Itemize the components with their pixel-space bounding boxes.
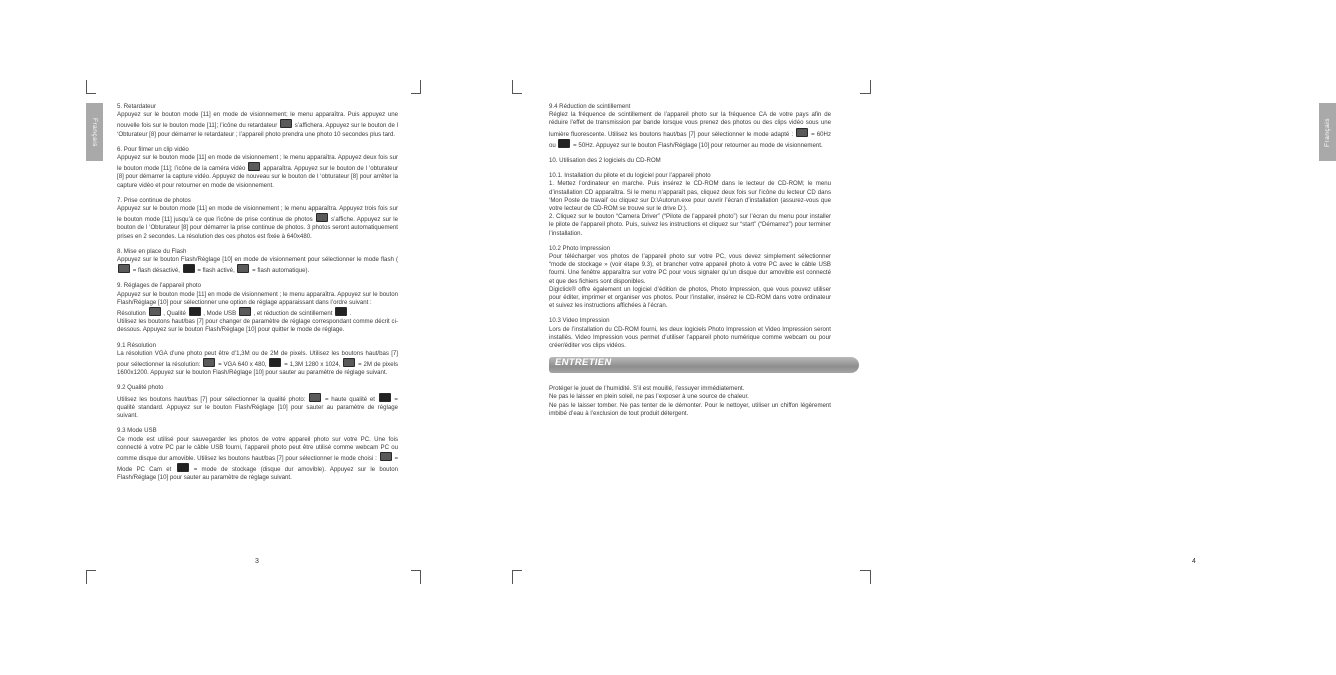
paragraph-text: Lors de l’installation du CD-ROM fourni, les deux logiciels Photo Impression et Video Impression seront installés. Video Impression vous permet d’utiliser l’appareil photo numérique comme webcam ou pour créer/éditer vos clips vidéos. xyxy=(549,325,831,350)
paragraph xyxy=(117,350,398,378)
crop-mark xyxy=(86,570,96,571)
entretien-banner xyxy=(549,357,859,373)
crop-mark xyxy=(512,570,522,571)
paragraph xyxy=(117,318,398,334)
page-number: 3 xyxy=(255,558,259,565)
inline-mode-icon xyxy=(118,264,130,273)
crop-mark xyxy=(860,570,870,571)
section-heading: 9.4 Réduction de scintillement xyxy=(549,103,631,110)
paragraph-text: = Mode PC Cam et xyxy=(117,454,398,474)
section xyxy=(117,282,398,334)
crop-mark xyxy=(512,93,522,94)
paragraph-text: s’affichera. Appuyez sur le bouton de l ‘Obturateur [8] pour démarrer le retardateur ; l’appareil photo prendra une photo 10 secondes plus tard. xyxy=(117,122,398,138)
paragraph-text: Utilisez les boutons haut/bas [7] pour sélectionner la qualité photo: xyxy=(117,395,309,403)
inline-mode-icon xyxy=(379,393,391,402)
paragraph-text: s’affiche. Appuyez sur le bouton de l ‘Obturateur [8] pour démarrer la prise continue de photos. 3 photos seront automatiquement prises en 2 secondes. La résolution des ces photos est fixée à 640x480. xyxy=(117,216,399,240)
crop-mark xyxy=(860,93,870,94)
section xyxy=(549,317,831,350)
section-heading: 10. Utilisation des 2 logiciels du CD-ROM xyxy=(549,157,661,165)
paragraph-text: = 60Hz ou xyxy=(549,130,831,149)
section xyxy=(549,245,831,311)
paragraph-text: Ce mode est utilisé pour sauvegarder les photos de votre appareil photo sur votre PC. Une fois connecté à votre PC par le câble USB fourni, l’appareil photo peut être utilisé comme webcam PC ou comme disque dur amovible. Utilisez les boutons haut/bas [7] pour sélectionner le mode choisi : xyxy=(117,435,398,462)
paragraph-text: , et réduction de scintillement xyxy=(251,310,335,318)
inline-mode-icon xyxy=(335,307,347,316)
section-heading: 10.2 Photo Impression xyxy=(549,244,610,252)
paragraph-text: Appuyez sur le bouton mode [11] en mode de visionnement; le menu apparaîtra. Puis appuyez une nouvelle fois sur le bouton mode [11]; l’icône du retardateur xyxy=(117,111,398,130)
paragraph-text: . xyxy=(348,310,352,318)
section xyxy=(117,103,398,139)
paragraph xyxy=(117,393,398,421)
paragraph xyxy=(117,291,398,307)
language-tab-label: Français xyxy=(1324,117,1331,147)
crop-mark xyxy=(870,570,871,584)
language-side-tab xyxy=(86,103,103,161)
section-heading: 6. Pour filmer un clip vidéo xyxy=(117,145,189,153)
inline-mode-icon xyxy=(248,162,260,171)
paragraph-text: Résolution xyxy=(117,310,148,318)
left-page xyxy=(0,0,477,675)
page-number: 4 xyxy=(1192,558,1196,565)
paragraph-text: Appuyez sur le bouton mode [11] en mode de visionnement ; le menu apparaîtra. Appuyez trois fois sur le bouton mode [11] jusqu’à ce que l’icône de prise continue de photos xyxy=(117,205,398,224)
section xyxy=(117,248,398,276)
inline-mode-icon xyxy=(239,307,251,316)
paragraph xyxy=(117,205,398,241)
paragraph-text: Pour télécharger vos photos de l’appareil photo sur votre PC, vous devez simplement sélectionner “mode de stockage » (voir étape 9.3), et brancher votre appareil photo à votre PC avec le câble USB fourni. Une fenêtre apparaîtra sur votre PC pour vous signaler qu’un disque dur amovible est connecté et que des fichiers sont disponibles. xyxy=(549,253,831,285)
section-heading: 5. Retardateur xyxy=(117,103,156,110)
paragraph xyxy=(549,326,831,351)
paragraph-text: Réglez la fréquence de scintillement de l’appareil photo sur la fréquence CA de votre pays afin de réduire l’effet de transmission par bande lorsque vous prenez des photos ou des clips vidéo sous une lumière fluorescente. Utilisez les boutons haut/bas [7] pour sélectionner le mode adapté : xyxy=(549,111,831,138)
paragraph-text: , Mode USB xyxy=(201,310,238,318)
section xyxy=(117,342,398,378)
crop-mark xyxy=(86,570,87,584)
paragraph-text: 1. Mettez l’ordinateur en marche. Puis insérez le CD-ROM dans le lecteur de CD-ROM; le menu d’installation CD apparaîtra. Si le menu n’apparaît pas, cliquez deux fois sur l’icône du lecteur CD dans ‘Mon Poste de travail’ ou cliquez sur D:\Autorun.exe pour ouvrir l’écran d’installation (assurez-vous que votre lecteur de CD-ROM se trouve sur le drive D:). xyxy=(549,180,831,213)
section-heading: 9. Réglages de l’appareil photo xyxy=(117,282,202,290)
inline-mode-icon xyxy=(309,393,321,402)
paragraph xyxy=(549,213,831,238)
paragraph-text: 2. Cliquez sur le bouton “Camera Driver” (“Pilote de l’appareil photo”) sur l’écran du menu pour installer le pilote de l’appareil photo. Puis, suivez les instructions et cliquez sur “start” (“Démarrez”) pour terminer l’installation. xyxy=(549,213,831,237)
paragraph-text: = 50Hz. Appuyez sur le bouton Flash/Réglage [10] pour retourner au mode de visionnement. xyxy=(571,141,823,149)
paragraph-text: = 2M de pixels 1600x1200. Appuyez sur le bouton Flash/Réglage [10] pour sauter au paramètre de réglage suivant. xyxy=(117,361,399,377)
paragraph-text: Appuyez sur le bouton Flash/Réglage [10] en mode de visionnement pour sélectionner le mode flash ( xyxy=(117,256,398,264)
section-heading: 9.2 Qualité photo xyxy=(117,384,164,392)
entretien-paragraph: Protéger le jouet de l’humidité. S’il est mouillé, l’essuyer immédiatement. xyxy=(549,385,745,393)
inline-mode-icon xyxy=(280,119,292,128)
paragraph-text: = haute qualité et xyxy=(322,395,378,403)
right-page-content xyxy=(549,103,831,418)
left-page-content xyxy=(117,103,398,490)
section xyxy=(117,146,398,190)
paragraph-text: Utilisez les boutons haut/bas [7] pour changer de paramètre de réglage correspondant comme décrit ci-dessous. Appuyez sur le bouton Flash/Réglage [10] pour quitter le mode de réglage. xyxy=(117,318,398,334)
paragraph-text: , Qualité xyxy=(161,310,188,318)
crop-mark xyxy=(86,93,96,94)
paragraph xyxy=(117,111,398,139)
paragraph-text: = 1,3M 1280 x 1024, xyxy=(282,361,343,369)
paragraph-text: Appuyez sur le bouton mode [11] en mode de visionnement ; le menu apparaîtra. Appuyez deux fois sur le bouton mode [11]; l’icône de la caméra vidéo xyxy=(117,154,398,173)
section xyxy=(117,197,398,241)
section-heading: 10.3 Video Impression xyxy=(549,317,610,325)
inline-mode-icon xyxy=(316,213,328,222)
paragraph xyxy=(549,180,831,213)
inline-mode-icon xyxy=(796,128,808,137)
paragraph-text: = flash activé, xyxy=(195,267,237,275)
inline-mode-icon xyxy=(177,463,189,472)
crop-mark xyxy=(512,80,513,94)
crop-mark xyxy=(420,80,421,94)
paragraph-text: apparaîtra. Appuyez sur le bouton de l ‘obturateur [8] pour démarrer la capture vidéo. Appuyez de nouveau sur le bouton de l ‘obturateur [8] pour arrêter la capture vidéo et pour retourner en mode de visionnement. xyxy=(117,165,398,189)
paragraph-text: = qualité standard. Appuyez sur le bouton Flash/Réglage [10] pour sauter au paramètre de réglage suivant. xyxy=(117,395,398,420)
crop-mark xyxy=(870,80,871,94)
entretien-paragraph: Ne pas le laisser tomber. Ne pas tenter de le démonter. Pour le nettoyer, utiliser un chiffon légèrement imbibé d’eau à l’exclusion de tout produit détergent. xyxy=(549,401,831,417)
entretien-banner-title: ENTRETIEN xyxy=(555,357,612,369)
paragraph xyxy=(117,154,398,190)
paragraph xyxy=(117,256,398,275)
entretien-content xyxy=(549,385,831,418)
section-heading: 8. Mise en place du Flash xyxy=(117,247,187,255)
paragraph xyxy=(549,111,831,150)
language-tab-label: Français xyxy=(91,117,98,147)
inline-mode-icon xyxy=(343,358,355,367)
section-heading: 7. Prise continue de photos xyxy=(117,196,191,204)
paragraph-text: = flash automatique). xyxy=(250,267,310,275)
section xyxy=(549,172,831,238)
inline-mode-icon xyxy=(149,307,161,316)
paragraph-text: = flash désactivé, xyxy=(131,267,182,275)
paragraph xyxy=(549,286,831,311)
inline-mode-icon xyxy=(203,358,215,367)
paragraph-text: = VGA 640 x 480, xyxy=(216,361,269,369)
section-heading: 9.3 Mode USB xyxy=(117,427,157,435)
inline-mode-icon xyxy=(558,139,570,148)
section-heading: 9.1 Résolution xyxy=(117,341,156,349)
inline-mode-icon xyxy=(189,307,201,316)
paragraph xyxy=(549,253,831,286)
paragraph-text: = mode de stockage (disque dur amovible). Appuyez sur le bouton Flash/Réglage [10] pour sauter au paramètre de réglage suivant. xyxy=(117,466,398,482)
entretien-paragraph: Ne pas le laisser en plein soleil, ne pas l’exposer à une source de chaleur. xyxy=(549,393,749,401)
paragraph-text: Appuyez sur le bouton mode [11] en mode de visionnement ; le menu apparaîtra. Appuyez sur le bouton Flash/Réglage [10] pour sélectionner une option de réglage apparaissant dans l’ordre suivant : xyxy=(117,290,398,306)
paragraph-text: La résolution VGA d’une photo peut être d’1,3M ou de 2M de pixels. Utilisez les boutons haut/bas [7] pour sélectionner la résolution: xyxy=(117,349,398,369)
section xyxy=(549,103,831,150)
section xyxy=(549,157,831,165)
crop-mark xyxy=(411,570,421,571)
section xyxy=(117,384,398,420)
inline-mode-icon xyxy=(237,264,249,273)
crop-mark xyxy=(86,80,87,94)
section-heading: 10.1. Installation du pilote et du logiciel pour l’appareil photo xyxy=(549,172,711,180)
paragraph-text: Digiclick® offre également un logiciel d’édition de photos, Photo Impression, que vous pouvez utiliser pour éditer, imprimer et organiser vos photos. Pour l’installer, insérez le CD-ROM dans votre ordinateur et suivez les instructions affichées à l’écran. xyxy=(549,285,831,310)
inline-mode-icon xyxy=(183,264,195,273)
crop-mark xyxy=(420,570,421,584)
crop-mark xyxy=(411,93,421,94)
paragraph xyxy=(117,307,398,318)
paragraph xyxy=(117,436,398,483)
crop-mark xyxy=(512,570,513,584)
inline-mode-icon xyxy=(269,358,281,367)
section xyxy=(117,427,398,482)
language-side-tab xyxy=(1319,103,1336,161)
inline-mode-icon xyxy=(380,452,392,461)
